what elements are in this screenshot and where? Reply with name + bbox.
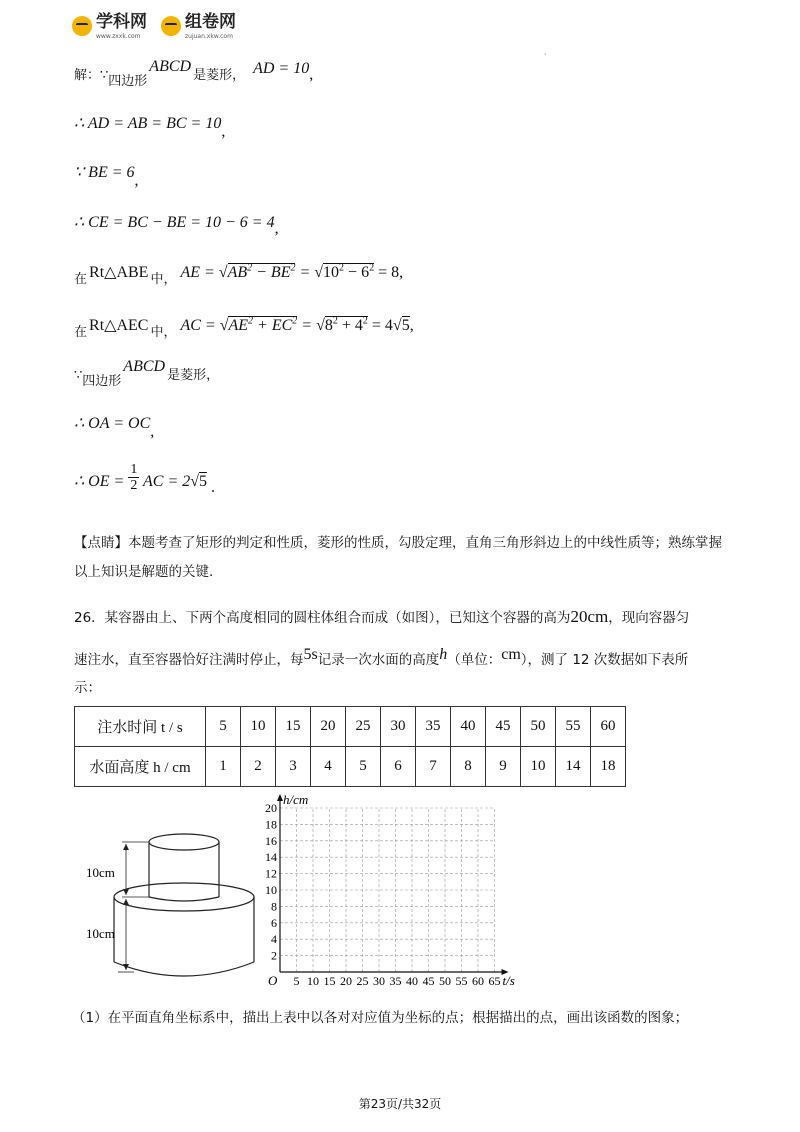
coordinate-grid-chart: [246, 786, 515, 988]
y-tick-label: 6: [271, 915, 277, 930]
arrow-icon: [123, 899, 129, 905]
table-cell: 5: [206, 707, 241, 747]
math: Rt△ABE: [89, 264, 149, 281]
math: 2: [362, 315, 368, 327]
math: 2: [332, 315, 338, 327]
table-cell: 9: [486, 747, 521, 787]
text: 中，: [150, 272, 177, 287]
math: h: [439, 646, 448, 663]
solution-line-5: 在 Rt△ABE 中， AE = $√AB^2 - BE^2 = √10^2 - 6^2 = 8$,: [74, 262, 404, 287]
math: Rt△AEC: [89, 317, 149, 334]
text: ∵: [74, 368, 83, 383]
math: AD = 10: [253, 60, 310, 77]
text: （单位：: [447, 652, 502, 668]
math: = 4: [367, 317, 393, 334]
y-tick-label: 16: [265, 833, 277, 848]
x-tick-label: 65: [488, 974, 501, 988]
solution-line-7: [74, 358, 220, 389]
data-table: [74, 706, 626, 787]
math: 2: [248, 315, 254, 327]
x-tick-label: 50: [439, 974, 451, 988]
table-cell: 60: [591, 707, 626, 747]
table-cell: 14: [556, 747, 591, 787]
y-tick-label: 20: [265, 801, 277, 815]
text: ），测了 12 次数据如下表所: [520, 652, 689, 668]
table-cell: 45: [486, 707, 521, 747]
x-tick-label: 15: [323, 974, 336, 988]
table-cell: 40: [451, 707, 486, 747]
math: 5s: [303, 646, 318, 663]
solution-line-1: 解：∵四边形ABCD是菱形， AD = 10,: [74, 58, 314, 89]
y-tick-label: 12: [265, 866, 277, 881]
math: cm: [501, 646, 521, 663]
text: 26．某容器由上、下两个高度相同的圆柱体组合而成（如图），已知这个容器的高为: [74, 610, 571, 626]
x-tick-label: 25: [356, 974, 369, 988]
x-tick-label: 60: [472, 974, 484, 988]
question-1: （1）在平面直角坐标系中，描出上表中以各对对应值为坐标的点；根据描出的点，画出该函数的图象；: [72, 1010, 689, 1026]
x-tick-label: 10: [307, 974, 319, 988]
text: 在: [74, 272, 88, 287]
y-tick-label: 8: [271, 899, 277, 914]
table-cell: 3: [276, 747, 311, 787]
math: AB: [227, 264, 248, 281]
table-cell: 20: [311, 707, 346, 747]
math: − 6: [344, 264, 370, 281]
table-cell: 18: [591, 747, 626, 787]
lower-height-label: 10cm: [86, 926, 115, 941]
table-cell: 6: [381, 747, 416, 787]
math: 5: [401, 317, 410, 334]
x-axis-label: t/s: [502, 973, 515, 988]
row-label-height: 水面高度 h / cm: [75, 747, 206, 787]
math: ∴ OE =: [74, 472, 129, 490]
fraction-numerator: 1: [130, 462, 138, 477]
origin-label: O: [268, 973, 278, 988]
x-tick-label: 30: [373, 974, 385, 988]
arrow-icon: [123, 844, 129, 850]
math: = 8: [374, 264, 400, 281]
speck: ·: [544, 50, 547, 59]
y-tick-label: 14: [265, 850, 277, 865]
logo-zujuanwang[interactable]: [161, 12, 236, 40]
math: AC =: [180, 317, 220, 334]
upper-cylinder-top: [149, 834, 219, 850]
logo-face-icon: [161, 16, 181, 36]
table-cell: 7: [416, 747, 451, 787]
math: − BE: [252, 264, 291, 281]
table-cell: 10: [241, 707, 276, 747]
table-row: [75, 747, 626, 787]
table-cell: 2: [241, 747, 276, 787]
y-tick-label: 4: [271, 932, 277, 947]
table-cell: 4: [311, 747, 346, 787]
math: AE: [228, 317, 249, 334]
logo-face-icon: [72, 16, 92, 36]
arrow-icon: [123, 889, 129, 895]
table-cell: 50: [521, 707, 556, 747]
upper-cylinder-base: [149, 897, 219, 901]
text: 记录一次水面的高度: [317, 652, 440, 668]
x-tick-label: 40: [406, 974, 418, 988]
upper-height-label: 10cm: [86, 865, 115, 880]
math: + 4: [337, 317, 363, 334]
math: ∴ AD = AB = BC = 10: [74, 115, 222, 132]
math: 20cm: [570, 607, 609, 626]
solution-line-9: ∴ OE = $\frac{1}{2}$ AC = 2√5 .: [74, 462, 216, 496]
text: 在: [74, 325, 88, 340]
problem-line-2: [74, 645, 734, 675]
logo-title: 组卷网: [185, 12, 236, 32]
text: 速注水，直至容器恰好注满时停止，每: [74, 652, 304, 668]
math: ABCD: [149, 58, 192, 75]
logo-xuekewang[interactable]: [72, 12, 147, 40]
math: ∴ CE = BC − BE = 10 − 6 = 4: [74, 214, 275, 231]
container-figure: [78, 792, 248, 987]
y-tick-label: 18: [265, 817, 277, 832]
solution-line-2: ∴ AD = AB = BC = 10,: [74, 115, 226, 140]
comment-paragraph: 【点睛】本题考查了矩形的判定和性质，菱形的性质，勾股定理，直角三角形斜边上的中线性质等；熟练掌握以上知识是解题的关键.: [74, 535, 722, 580]
text: 是菱形，: [193, 68, 246, 83]
math: =: [295, 264, 315, 281]
y-axis-label: h/cm: [283, 792, 309, 807]
math: + EC: [253, 317, 293, 334]
math: 2: [247, 262, 253, 274]
fraction-denominator: 2: [130, 478, 138, 493]
text: 是菱形，: [167, 368, 220, 383]
table-cell: 35: [416, 707, 451, 747]
x-tick-label: 20: [340, 974, 352, 988]
logo-url: www.zxxk.com: [96, 33, 141, 40]
solution-line-6: 在 Rt△AEC 中， AC = $√AE^2 + EC^2 = √8^2 + 4^2 = 4√5$,: [74, 315, 414, 340]
x-tick-label: 35: [389, 974, 402, 988]
x-tick-label: 5: [293, 974, 300, 988]
table-cell: 55: [556, 707, 591, 747]
problem-line-3: 示：: [74, 680, 101, 696]
logo-title: 学科网: [96, 12, 147, 32]
math: 8: [324, 317, 333, 334]
text: 解：∵: [74, 68, 109, 83]
text: 四边形: [82, 374, 122, 389]
solution-line-4: ∴ CE = BC − BE = 10 − 6 = 4,: [74, 214, 279, 237]
row-label-time: 注水时间 t / s: [75, 707, 206, 747]
math: AE =: [180, 264, 219, 281]
problem-line-1: [74, 602, 734, 633]
y-tick-label: 10: [265, 883, 277, 897]
text: ，现向容器匀: [608, 610, 690, 626]
math: 2: [339, 262, 345, 274]
table-cell: 15: [276, 707, 311, 747]
math: 2: [369, 262, 375, 274]
table-cell: 30: [381, 707, 416, 747]
table-cell: 5: [346, 747, 381, 787]
table-cell: 25: [346, 707, 381, 747]
math: 10: [323, 264, 340, 281]
math: ∵ BE = 6: [74, 164, 135, 181]
math: ∴ OA = OC: [74, 415, 151, 432]
math: 5: [199, 472, 208, 490]
solution-line-8: ∴ OA = OC,: [74, 415, 155, 440]
lower-cylinder-base: [114, 962, 254, 976]
header-logos: [72, 12, 236, 40]
math: 2: [292, 315, 298, 327]
logo-url: zujuan.xkw.com: [185, 33, 233, 40]
text: 四边形: [108, 74, 148, 89]
math: =: [297, 317, 317, 334]
text: 中，: [150, 325, 177, 340]
table-cell: 1: [206, 747, 241, 787]
table-cell: 8: [451, 747, 486, 787]
math: AC = 2: [139, 472, 191, 490]
solution-line-3: ∵ BE = 6,: [74, 164, 139, 189]
x-tick-label: 55: [455, 974, 468, 988]
math: ABCD: [123, 358, 166, 375]
x-tick-label: 45: [422, 974, 435, 988]
math: 2: [290, 262, 296, 274]
y-tick-label: 2: [271, 948, 277, 963]
table-row: [75, 707, 626, 747]
table-cell: 10: [521, 747, 556, 787]
page-footer: 第23页/共32页: [358, 1097, 442, 1111]
